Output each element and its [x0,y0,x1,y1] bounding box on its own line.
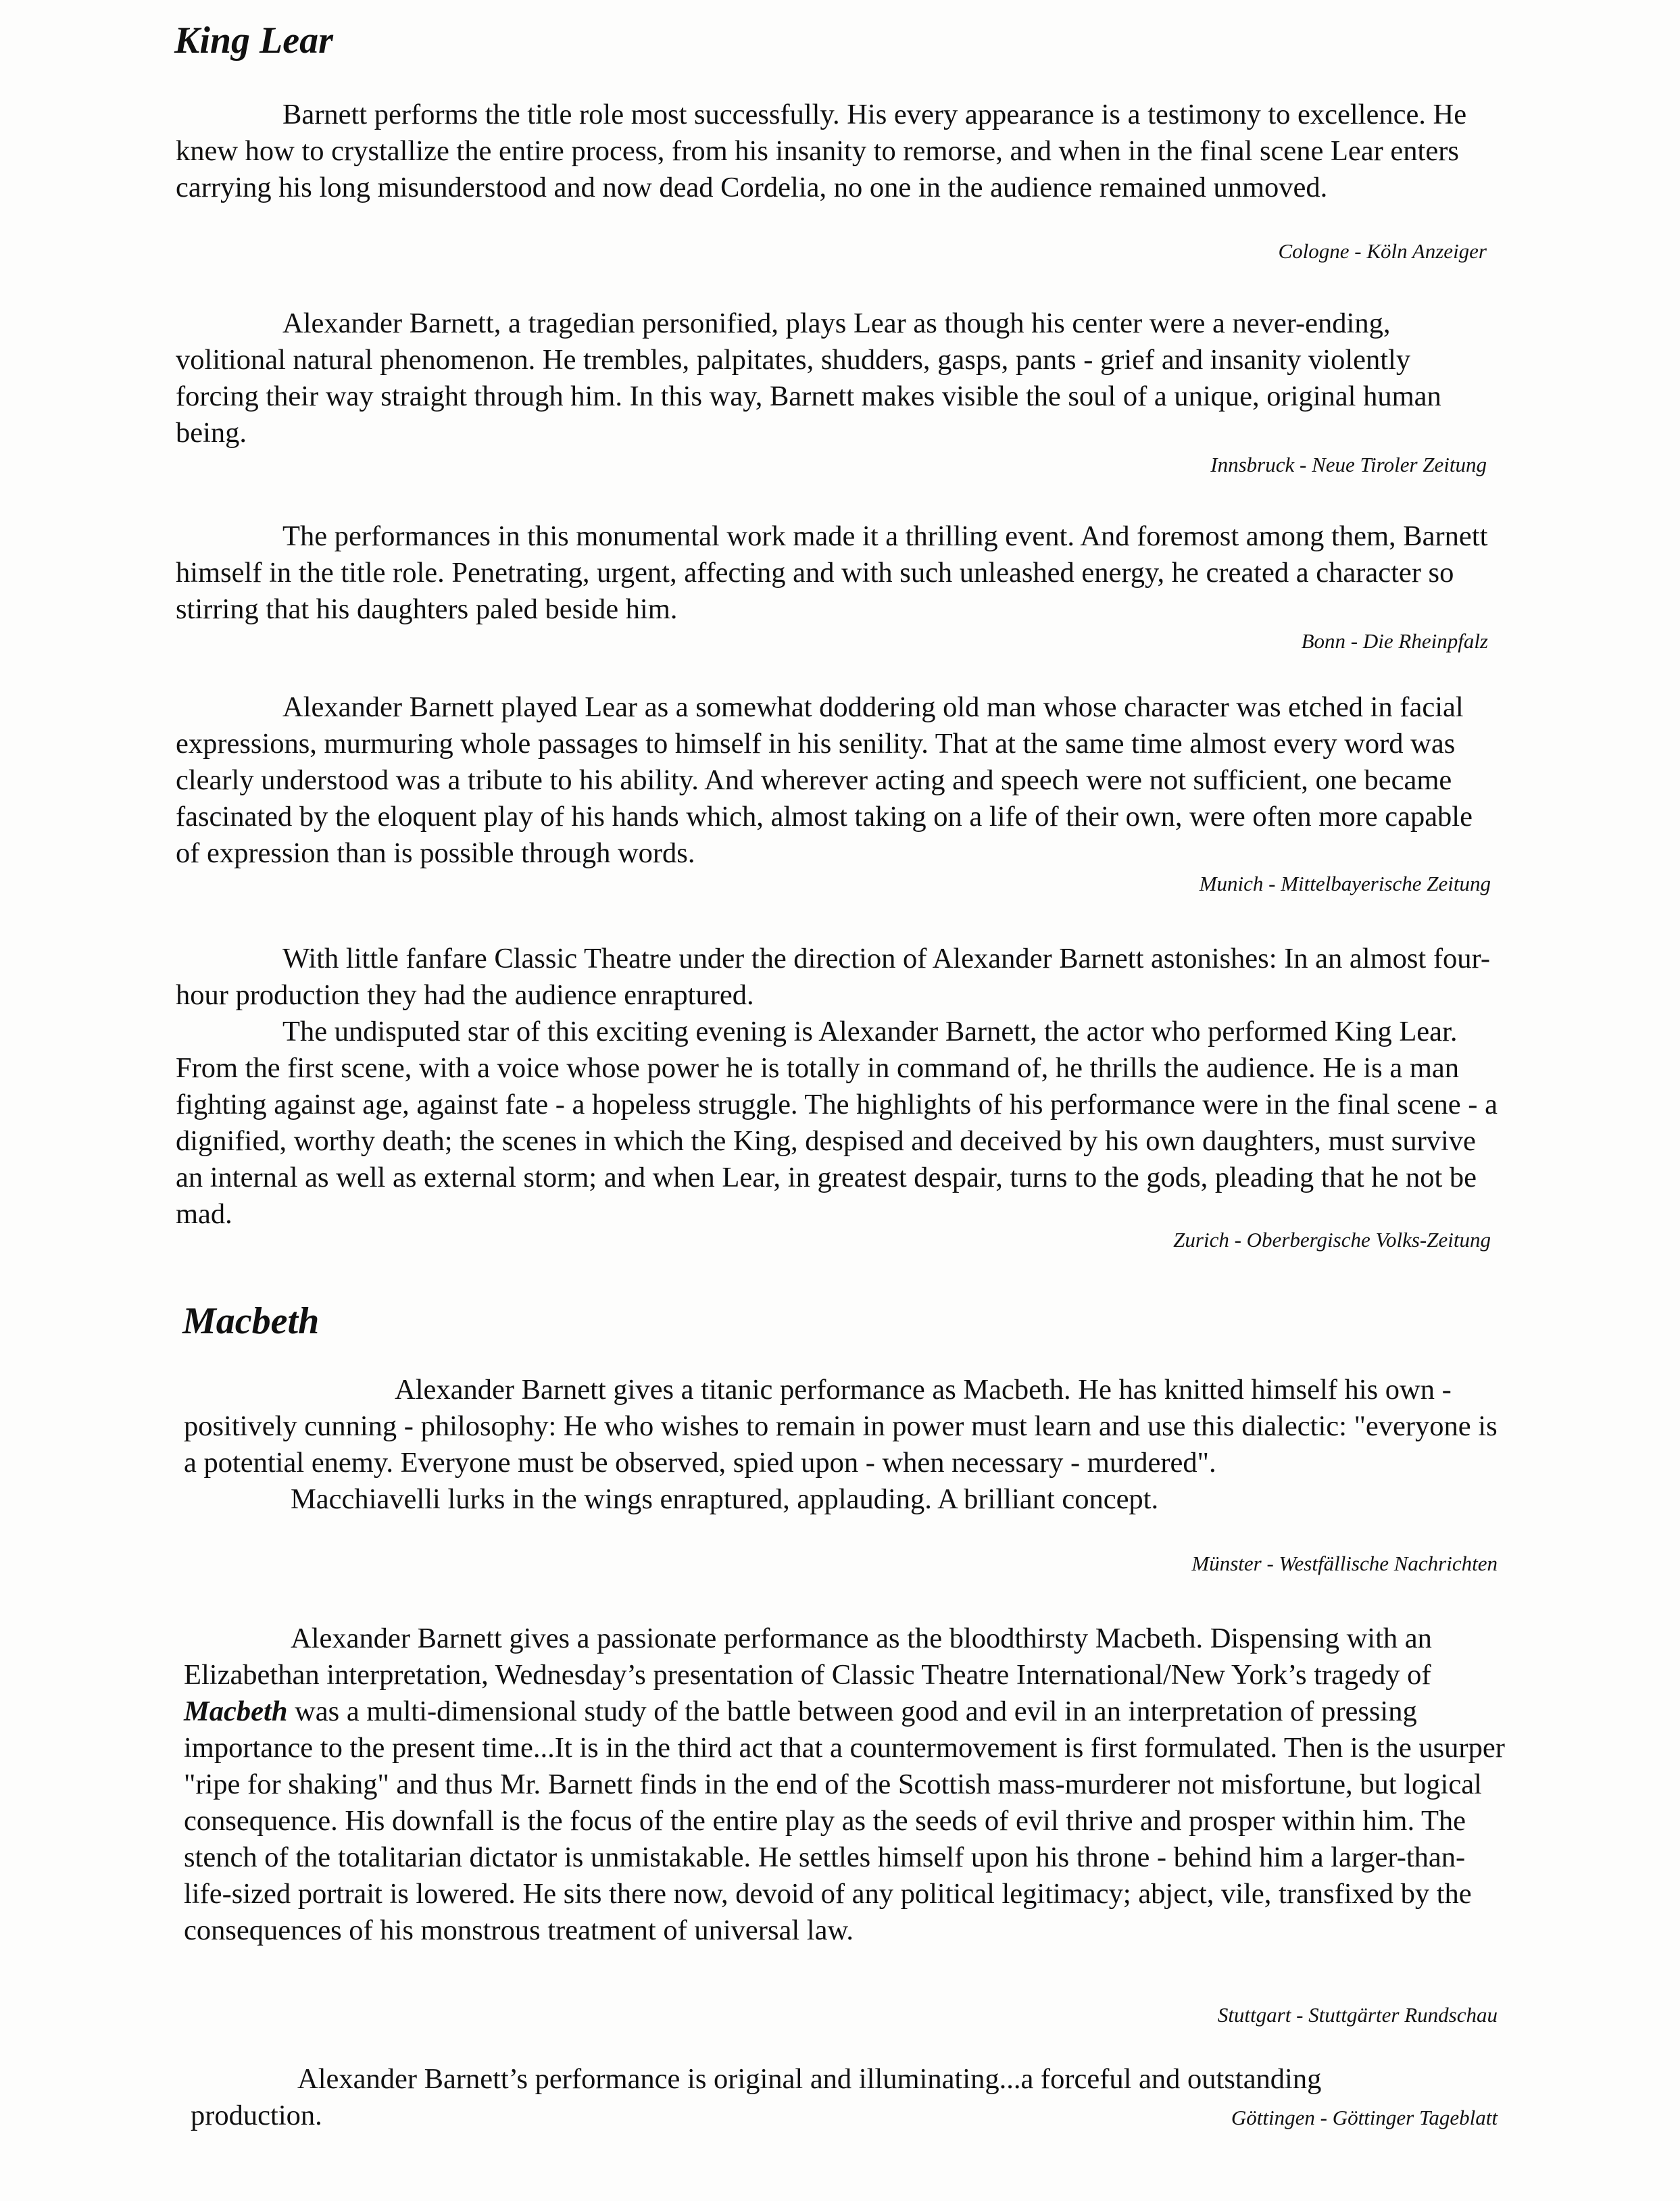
review-bonn [176,518,1500,628]
review-gottingen [191,2061,1407,2134]
review-munster [184,1372,1508,1518]
review-text: Barnett performs the title role most successfully. His every appearance is a testimony to excellence. He knew how to crystallize the entire process, from his insanity to remorse, and when in the final scene Lear enters carrying his long misunderstood and now dead Cordelia, no one in the audience remained unmoved. [176,99,1467,203]
section-title-king-lear: King Lear [174,20,333,61]
review-text-part: was a multi-dimensional study of the battle between good and evil in an interpretation of pressing importance to the present time...It is in the third act that a countermovement is first formulated. Then is the usurper "ripe for shaking" and thus Mr. Barnett finds in the end of the Scottish mass-murderer not misfortune, but logical consequence. His downfall is the focus of the entire play as the seeds of evil thrive and prosper within him. The stench of the totalitarian dictator is unmistakable. He settles himself upon his throne - behind him a larger-than-life-sized portrait is lowered. He sits there now, devoid of any political legitimacy; abject, vile, transfixed by the consequences of his monstrous treatment of universal law. [184,1696,1505,1946]
review-text: Alexander Barnett, a tragedian personified, plays Lear as though his center were a never-ending, volitional natural phenomenon. He trembles, palpitates, shudders, gasps, pants - grief and insanity violently forcing their way straight through him. In this way, Barnett makes visible the soul of a unique, original human being. [176,307,1441,449]
review-text: The performances in this monumental work made it a thrilling event. And foremost among them, Barnett himself in the title role. Penetrating, urgent, affecting and with such unleashed energy, he created a character so stirring that his daughters paled beside him. [176,520,1488,625]
review-text: Alexander Barnett played Lear as a somewhat doddering old man whose character was etched in facial expressions, murmuring whole passages to himself in his senility. That at the same time almost every word was clearly understood was a tribute to his ability. And wherever acting and speech were not sufficient, one became fascinated by the eloquent play of his hands which, almost taking on a life of their own, were often more capable of expression than is possible through words. [176,691,1473,869]
review-source: Munich - Mittelbayerische Zeitung [1199,872,1491,895]
review-text: Alexander Barnett’s performance is original and illuminating...a forceful and outstanding production. [191,2063,1322,2131]
review-text: Alexander Barnett gives a titanic performance as Macbeth. He has knitted himself his own - positively cunning - philosophy: He who wishes to remain in power must learn and use this dialectic: "everyone is a potential enemy. Everyone must be observed, spied upon - when necessary - murdered". [184,1374,1498,1479]
review-text-continued: The undisputed star of this exciting evening is Alexander Barnett, the actor who performed King Lear. From the first scene, with a voice whose power he is totally in command of, he thrills the audience. He is a man fighting against age, against fate - a hopeless struggle. The highlights of his performance were in the final scene - a dignified, worthy death; the scenes in which the King, despised and deceived by his own daughters, must survive an internal as well as external storm; and when Lear, in greatest despair, turns to the gods, pleading that he not be mad. [176,1016,1498,1230]
review-text-continued: Macchiavelli lurks in the wings enraptured, applauding. A brilliant concept. [291,1483,1159,1515]
review-innsbruck [176,305,1500,451]
play-title-emphasis: Macbeth [184,1696,288,1727]
review-source: Göttingen - Göttinger Tageblatt [1231,2106,1498,2129]
review-source: Münster - Westfällische Nachrichten [1191,1552,1498,1575]
section-title-macbeth: Macbeth [182,1300,320,1342]
review-stuttgart [184,1621,1508,1949]
review-text-part: Alexander Barnett gives a passionate performance as the bloodthirsty Macbeth. Dispensing with an Elizabethan interpretation, Wednesday’s presentation of Classic Theatre International/New York’s tragedy of [184,1623,1432,1691]
review-text: With little fanfare Classic Theatre under the direction of Alexander Barnett astonishes: In an almost four-hour production they had the audience enraptured. [176,943,1490,1011]
review-zurich [176,941,1500,1233]
review-source: Bonn - Die Rheinpfalz [1301,629,1488,653]
review-source: Stuttgart - Stuttgärter Rundschau [1217,2003,1498,2027]
review-cologne [176,97,1500,206]
review-source: Innsbruck - Neue Tiroler Zeitung [1210,453,1487,476]
review-munich [176,689,1500,872]
review-text [184,1621,1508,1949]
review-source: Zurich - Oberbergische Volks-Zeitung [1173,1228,1491,1252]
review-source: Cologne - Köln Anzeiger [1278,239,1487,263]
